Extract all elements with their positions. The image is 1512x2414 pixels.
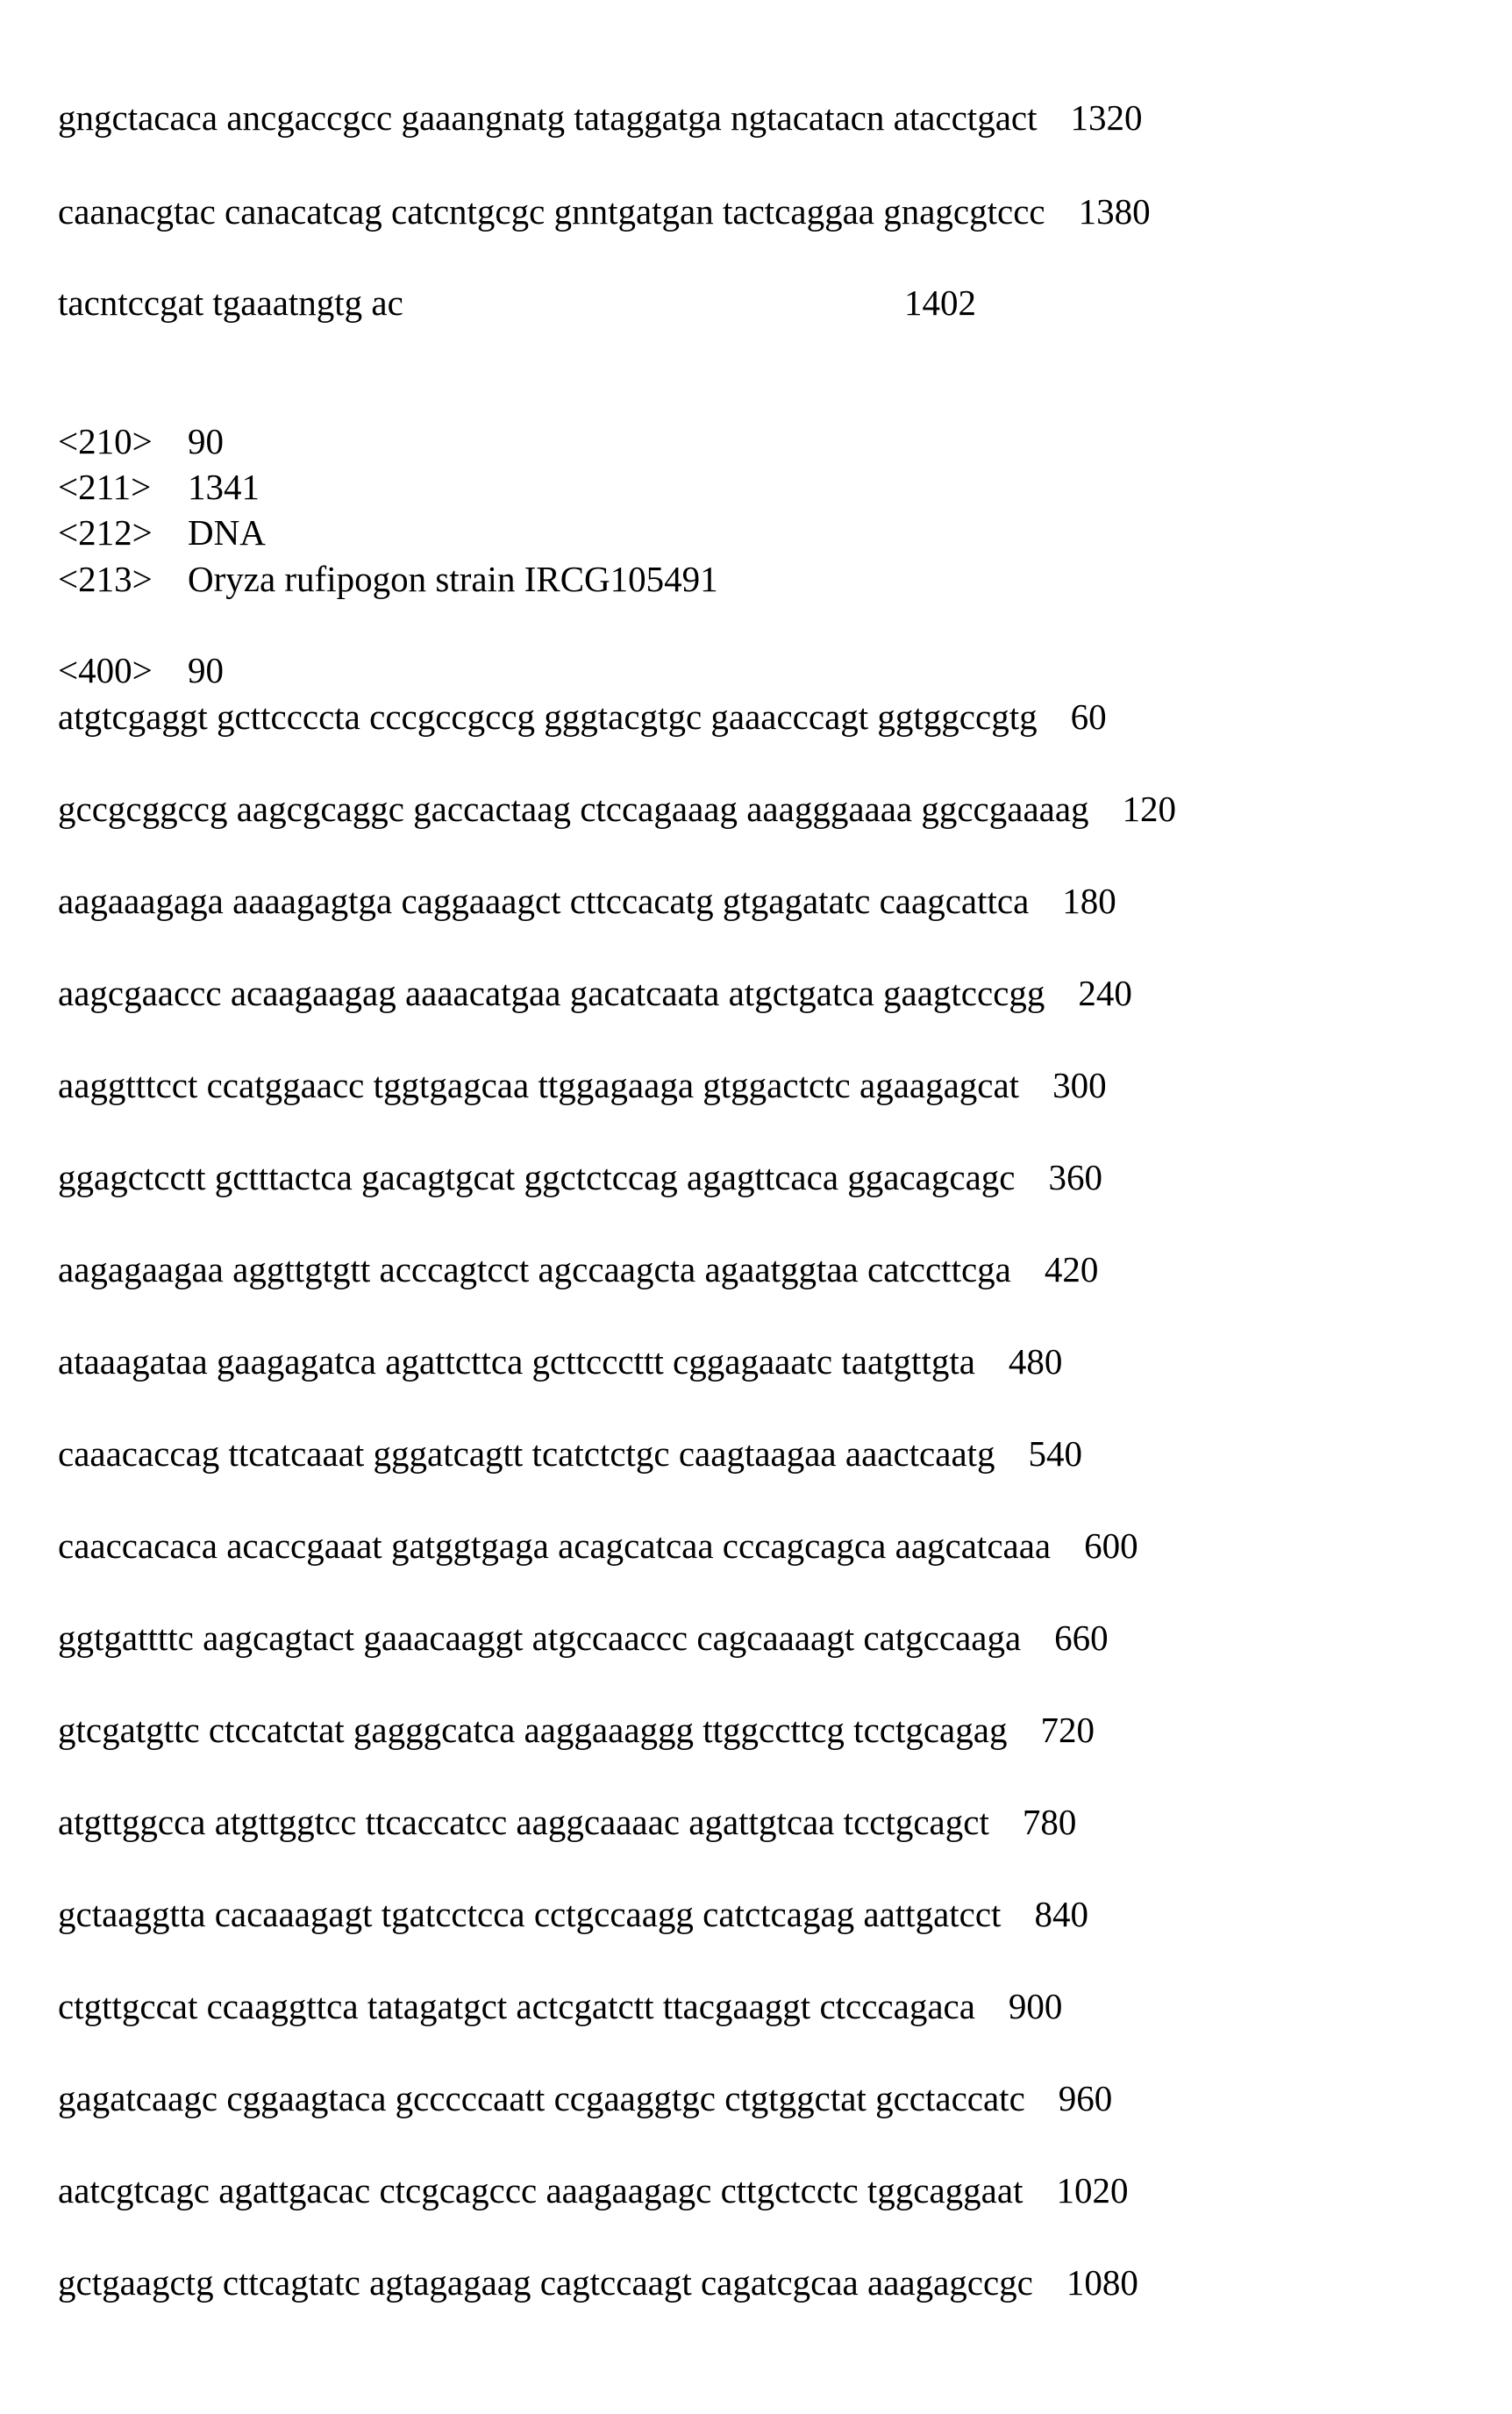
sequence-line	[58, 1616, 1109, 1660]
sequence-text: ggagctcctt gctttactca gacagtgcat ggctctccag agagttcaca ggacagcagc	[58, 1155, 1015, 1199]
sequence-position: 1380	[1079, 189, 1151, 233]
sequence-line	[58, 1984, 1062, 2028]
sequence-position: 660	[1054, 1616, 1109, 1660]
sequence-line	[58, 879, 1116, 923]
sequence-position: 60	[1071, 695, 1107, 739]
sequence-position: 360	[1048, 1155, 1102, 1199]
header-field	[58, 648, 224, 692]
sequence-position: 180	[1062, 879, 1116, 923]
sequence-position: 120	[1123, 787, 1177, 831]
sequence-line	[58, 189, 1151, 233]
sequence-position: 300	[1052, 1063, 1107, 1107]
sequence-text: gngctacaca ancgaccgcc gaaangnatg tataggatga ngtacatacn atacctgact	[58, 96, 1038, 139]
field-value: DNA	[188, 511, 266, 554]
sequence-line	[58, 1708, 1095, 1752]
sequence-line	[58, 1892, 1088, 1936]
sequence-text: aatcgtcagc agattgacac ctcgcagccc aaagaagagc cttgctcctc tggcaggaat	[58, 2168, 1023, 2212]
sequence-text: ataaagataa gaagagatca agattcttca gcttcccttt cggagaaatc taatgttgta	[58, 1339, 975, 1383]
sequence-line	[58, 1339, 1062, 1383]
sequence-text: tacntccgat tgaaatngtg ac	[58, 281, 403, 325]
sequence-text: gctaaggtta cacaaagagt tgatcctcca cctgccaagg catctcagag aattgatcct	[58, 1892, 1001, 1936]
sequence-position: 480	[1009, 1339, 1063, 1383]
sequence-position: 780	[1023, 1800, 1077, 1844]
sequence-line	[58, 1800, 1076, 1844]
sequence-position: 1080	[1066, 2260, 1138, 2304]
sequence-line	[58, 1432, 1082, 1475]
sequence-line	[58, 1063, 1107, 1107]
sequence-line	[58, 96, 1143, 139]
sequence-text: gagatcaagc cggaagtaca gcccccaatt ccgaaggtgc ctgtggctat gcctaccatc	[58, 2076, 1025, 2120]
sequence-text: gccgcggccg aagcgcaggc gaccactaag ctccagaaag aaagggaaaa ggccgaaaag	[58, 787, 1089, 831]
field-value: 90	[188, 648, 224, 692]
sequence-line	[58, 2168, 1128, 2212]
sequence-line	[58, 971, 1132, 1015]
sequence-position: 900	[1009, 1984, 1063, 2028]
sequence-line	[58, 2076, 1112, 2120]
field-tag: <210>	[58, 419, 188, 463]
sequence-line	[58, 1155, 1102, 1199]
field-tag: <212>	[58, 511, 188, 554]
field-tag: <211>	[58, 465, 188, 509]
sequence-position: 720	[1040, 1708, 1095, 1752]
header-field	[58, 419, 224, 463]
sequence-text: caaccacaca acaccgaaat gatggtgaga acagcatcaa cccagcagca aagcatcaaa	[58, 1524, 1051, 1568]
sequence-text: aagcgaaccc acaagaagag aaaacatgaa gacatcaata atgctgatca gaagtcccgg	[58, 971, 1045, 1015]
sequence-text: ctgttgccat ccaaggttca tatagatgct actcgatctt ttacgaaggt ctcccagaca	[58, 1984, 975, 2028]
header-field	[58, 511, 266, 554]
sequence-text: gtcgatgttc ctccatctat gagggcatca aaggaaaggg ttggccttcg tcctgcagag	[58, 1708, 1007, 1752]
sequence-text: atgtcgaggt gcttccccta cccgccgccg gggtacgtgc gaaacccagt ggtggccgtg	[58, 695, 1038, 739]
sequence-line	[58, 787, 1176, 831]
sequence-text: caaacaccag ttcatcaaat gggatcagtt tcatctctgc caagtaagaa aaactcaatg	[58, 1432, 995, 1475]
sequence-position: 540	[1029, 1432, 1083, 1475]
sequence-position: 960	[1059, 2076, 1113, 2120]
sequence-position: 1402	[904, 281, 976, 325]
sequence-position: 840	[1034, 1892, 1088, 1936]
sequence-text: gctgaagctg cttcagtatc agtagagaag cagtccaagt cagatcgcaa aaagagccgc	[58, 2260, 1033, 2304]
sequence-position: 420	[1045, 1247, 1099, 1291]
sequence-line	[58, 281, 403, 325]
field-tag: <400>	[58, 648, 188, 692]
sequence-position: 1020	[1056, 2168, 1128, 2212]
field-value: Oryza rufipogon strain IRCG105491	[188, 557, 718, 601]
sequence-line	[58, 1524, 1138, 1568]
sequence-text: aaggtttcct ccatggaacc tggtgagcaa ttggagaaga gtggactctc agaagagcat	[58, 1063, 1019, 1107]
sequence-position: 240	[1078, 971, 1132, 1015]
sequence-text: ggtgattttc aagcagtact gaaacaaggt atgccaaccc cagcaaaagt catgccaaga	[58, 1616, 1021, 1660]
sequence-position: 1320	[1071, 96, 1143, 139]
header-field	[58, 557, 718, 601]
field-tag: <213>	[58, 557, 188, 601]
sequence-line	[58, 695, 1107, 739]
field-value: 90	[188, 419, 224, 463]
header-field	[58, 465, 260, 509]
sequence-position: 600	[1084, 1524, 1138, 1568]
field-value: 1341	[188, 465, 260, 509]
sequence-line	[58, 2260, 1138, 2304]
sequence-text: atgttggcca atgttggtcc ttcaccatcc aaggcaaaac agattgtcaa tcctgcagct	[58, 1800, 989, 1844]
sequence-line	[58, 1247, 1098, 1291]
sequence-text: aagagaagaa aggttgtgtt acccagtcct agccaagcta agaatggtaa catccttcga	[58, 1247, 1011, 1291]
sequence-text: caanacgtac canacatcag catcntgcgc gnntgatgan tactcaggaa gnagcgtccc	[58, 189, 1045, 233]
sequence-text: aagaaagaga aaaagagtga caggaaagct cttccacatg gtgagatatc caagcattca	[58, 879, 1029, 923]
